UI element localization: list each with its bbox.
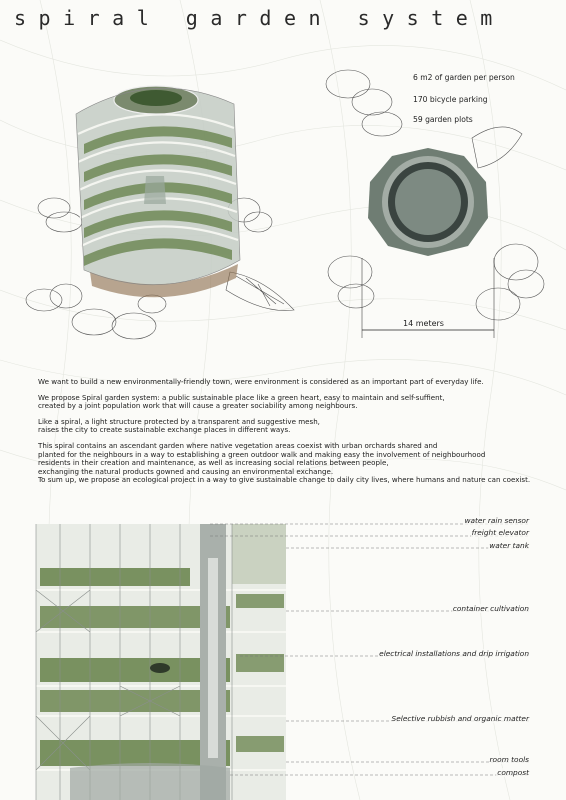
callout-water-tank: water tank	[489, 541, 529, 550]
description-paragraph: We want to build a new environmentally-friendly town, were environment is considered as an important part of everyday life.	[38, 377, 484, 386]
stat-garden-area: 6 m2 of garden per person	[413, 73, 515, 82]
stat-garden-plots: 59 garden plots	[413, 115, 473, 124]
description-paragraph: We propose Spiral garden system: a public sustainable place like a green heart, easy to maintain and self-suffient, created by a joint population work that will cause a greater sociability among neighbours.	[38, 392, 445, 411]
callout-freight-elevator: freight elevator	[471, 528, 529, 537]
callout-rubbish: Selective rubbish and organic matter	[391, 714, 529, 723]
project-description	[38, 378, 538, 492]
callout-water-rain-sensor: water rain sensor	[464, 516, 529, 525]
stat-bicycle-parking: 170 bicycle parking	[413, 95, 488, 104]
callout-electrical-installations: electrical installations and drip irrigation	[379, 649, 529, 658]
description-paragraph: Like a spiral, a light structure protected by a transparent and suggestive mesh, raises the city to create sustainable exchange places in different ways.	[38, 416, 320, 435]
page-title: spiral garden system	[14, 6, 505, 30]
section-render	[0, 518, 566, 800]
plan-dimension-label: 14 meters	[403, 319, 444, 328]
callout-container-cultivation: container cultivation	[452, 604, 529, 613]
description-paragraph: This spiral contains an ascendant garden where native vegetation areas coexist with urban orchards shared and planted for the neighbours in a way to establishing a green outdoor walk and making easy the involvement of neighbourhood residents in their creation and maintenance, as well as increasing social relations between people, exchanging the natural products gowned and causing an environmental exchange. To sum up, we propose an ecological project in a way to give sustainable change to daily city lives, where humans and nature can coexist.	[38, 440, 531, 485]
callout-compost: compost	[497, 768, 529, 777]
callout-room-tools: room tools	[489, 755, 529, 764]
tower-axonometric-render	[14, 64, 304, 344]
